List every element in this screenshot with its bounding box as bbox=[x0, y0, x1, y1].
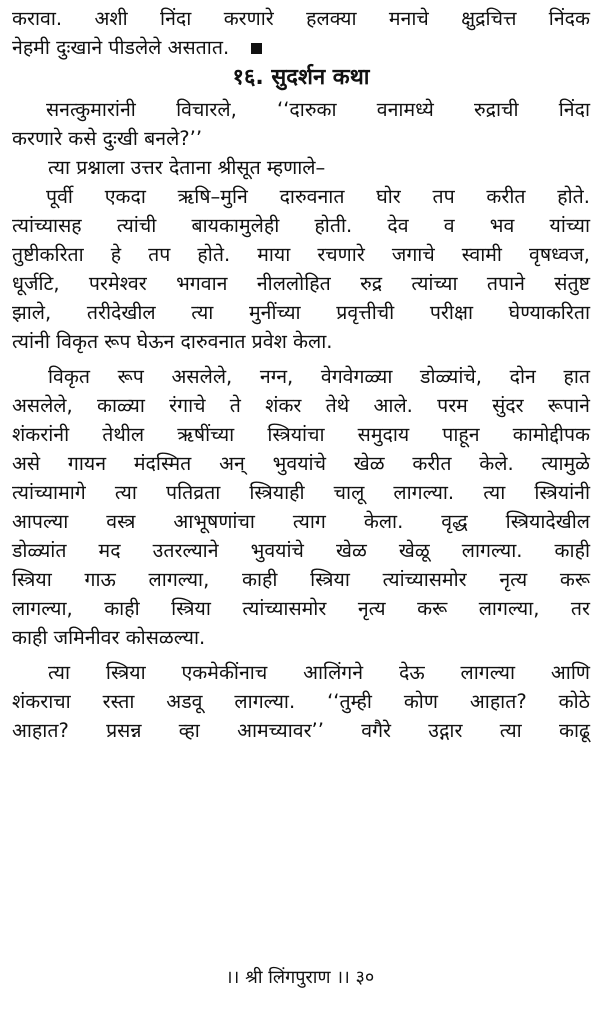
text-line: लागल्या, काही स्त्रिया त्यांच्यासमोर नृत्य करू लागल्या, तर bbox=[12, 597, 590, 620]
text-line: विकृत रूप असलेले, नग्न, वेगवेगळ्या डोळ्यांचे, दोन हात bbox=[48, 365, 590, 388]
text-line: काही जमिनीवर कोसळल्या. bbox=[12, 626, 206, 649]
paragraph-4 bbox=[12, 362, 590, 652]
text-line: आहात? प्रसन्न व्हा आमच्यावर’’ वगैरे उद्गार त्या काढू bbox=[12, 719, 590, 742]
text-line: त्यांनी विकृत रूप घेऊन दारुवनात प्रवेश केला. bbox=[12, 330, 333, 353]
text-line bbox=[12, 33, 590, 62]
text-line: आपल्या वस्त्र आभूषणांचा त्याग केला. वृद्ध स्त्रियादेखील bbox=[12, 510, 590, 533]
text-line: शंकरांनी तेथील ऋषींच्या स्त्रियांचा समुदाय पाहून कामोद्दीपक bbox=[12, 423, 590, 446]
paragraph-3 bbox=[12, 182, 590, 356]
text-line: स्त्रिया गाऊ लागल्या, काही स्त्रिया त्यांच्यासमोर नृत्य करू bbox=[12, 568, 590, 591]
text-line: करणारे कसे दुःखी बनले?’’ bbox=[12, 127, 203, 150]
text-line: तुष्टीकरिता हे तप होते. माया रचणारे जगाचे स्वामी वृषध्वज, bbox=[12, 243, 590, 266]
text-line: शंकराचा रस्ता अडवू लागल्या. ‘‘तुम्ही कोण आहात? कोठे bbox=[12, 690, 590, 713]
text-line: त्या स्त्रिया एकमेकींनाच आलिंगने देऊ लागल्या आणि bbox=[48, 661, 590, 684]
chapter-heading: १६. सुदर्शन कथा bbox=[232, 65, 370, 90]
text-line: करावा. अशी निंदा करणारे हलक्या मनाचे क्षुद्रचित्त निंदक bbox=[12, 7, 590, 30]
text-line: सनत्कुमारांनी विचारले, ‘‘दारुका वनामध्ये रुद्राची निंदा bbox=[46, 98, 590, 121]
text-line: त्यांच्यासह त्यांची बायकामुलेही होती. देव व भव यांच्या bbox=[12, 214, 590, 237]
paragraph-5 bbox=[12, 658, 590, 745]
text-line: डोळ्यांत मद उतरल्याने भुवयांचे खेळ खेळू लागल्या. काही bbox=[12, 539, 590, 562]
end-square-icon bbox=[251, 43, 262, 54]
intro-text bbox=[12, 4, 590, 62]
text-line: त्यांच्यामागे त्या पतिव्रता स्त्रियाही चालू लागल्या. त्या स्त्रियांनी bbox=[12, 481, 590, 504]
text-line: धूर्जटि, परमेश्वर भगवान नीललोहित रुद्र त्यांच्या तपाने संतुष्ट bbox=[12, 272, 590, 295]
text-line: पूर्वी एकदा ऋषि–मुनि दारुवनात घोर तप करीत होते. bbox=[46, 185, 590, 208]
paragraph-2 bbox=[12, 153, 590, 182]
text-line: त्या प्रश्नाला उत्तर देताना श्रीसूत म्हणाले– bbox=[48, 156, 326, 179]
text-line-content: नेहमी दुःखाने पीडलेले असतात. bbox=[12, 36, 230, 59]
page-footer: ।। श्री लिंगपुराण ।। ३० bbox=[225, 967, 375, 988]
text-line: असे गायन मंदस्मित अन् भुवयांचे खेळ करीत केले. त्यामुळे bbox=[12, 452, 590, 475]
text-line: झाले, तरीदेखील त्या मुनींच्या प्रवृत्तीची परीक्षा घेण्याकरिता bbox=[12, 301, 590, 324]
paragraph-1 bbox=[12, 95, 590, 153]
text-line: असलेले, काळ्या रंगाचे ते शंकर तेथे आले. परम सुंदर रूपाने bbox=[12, 394, 590, 417]
